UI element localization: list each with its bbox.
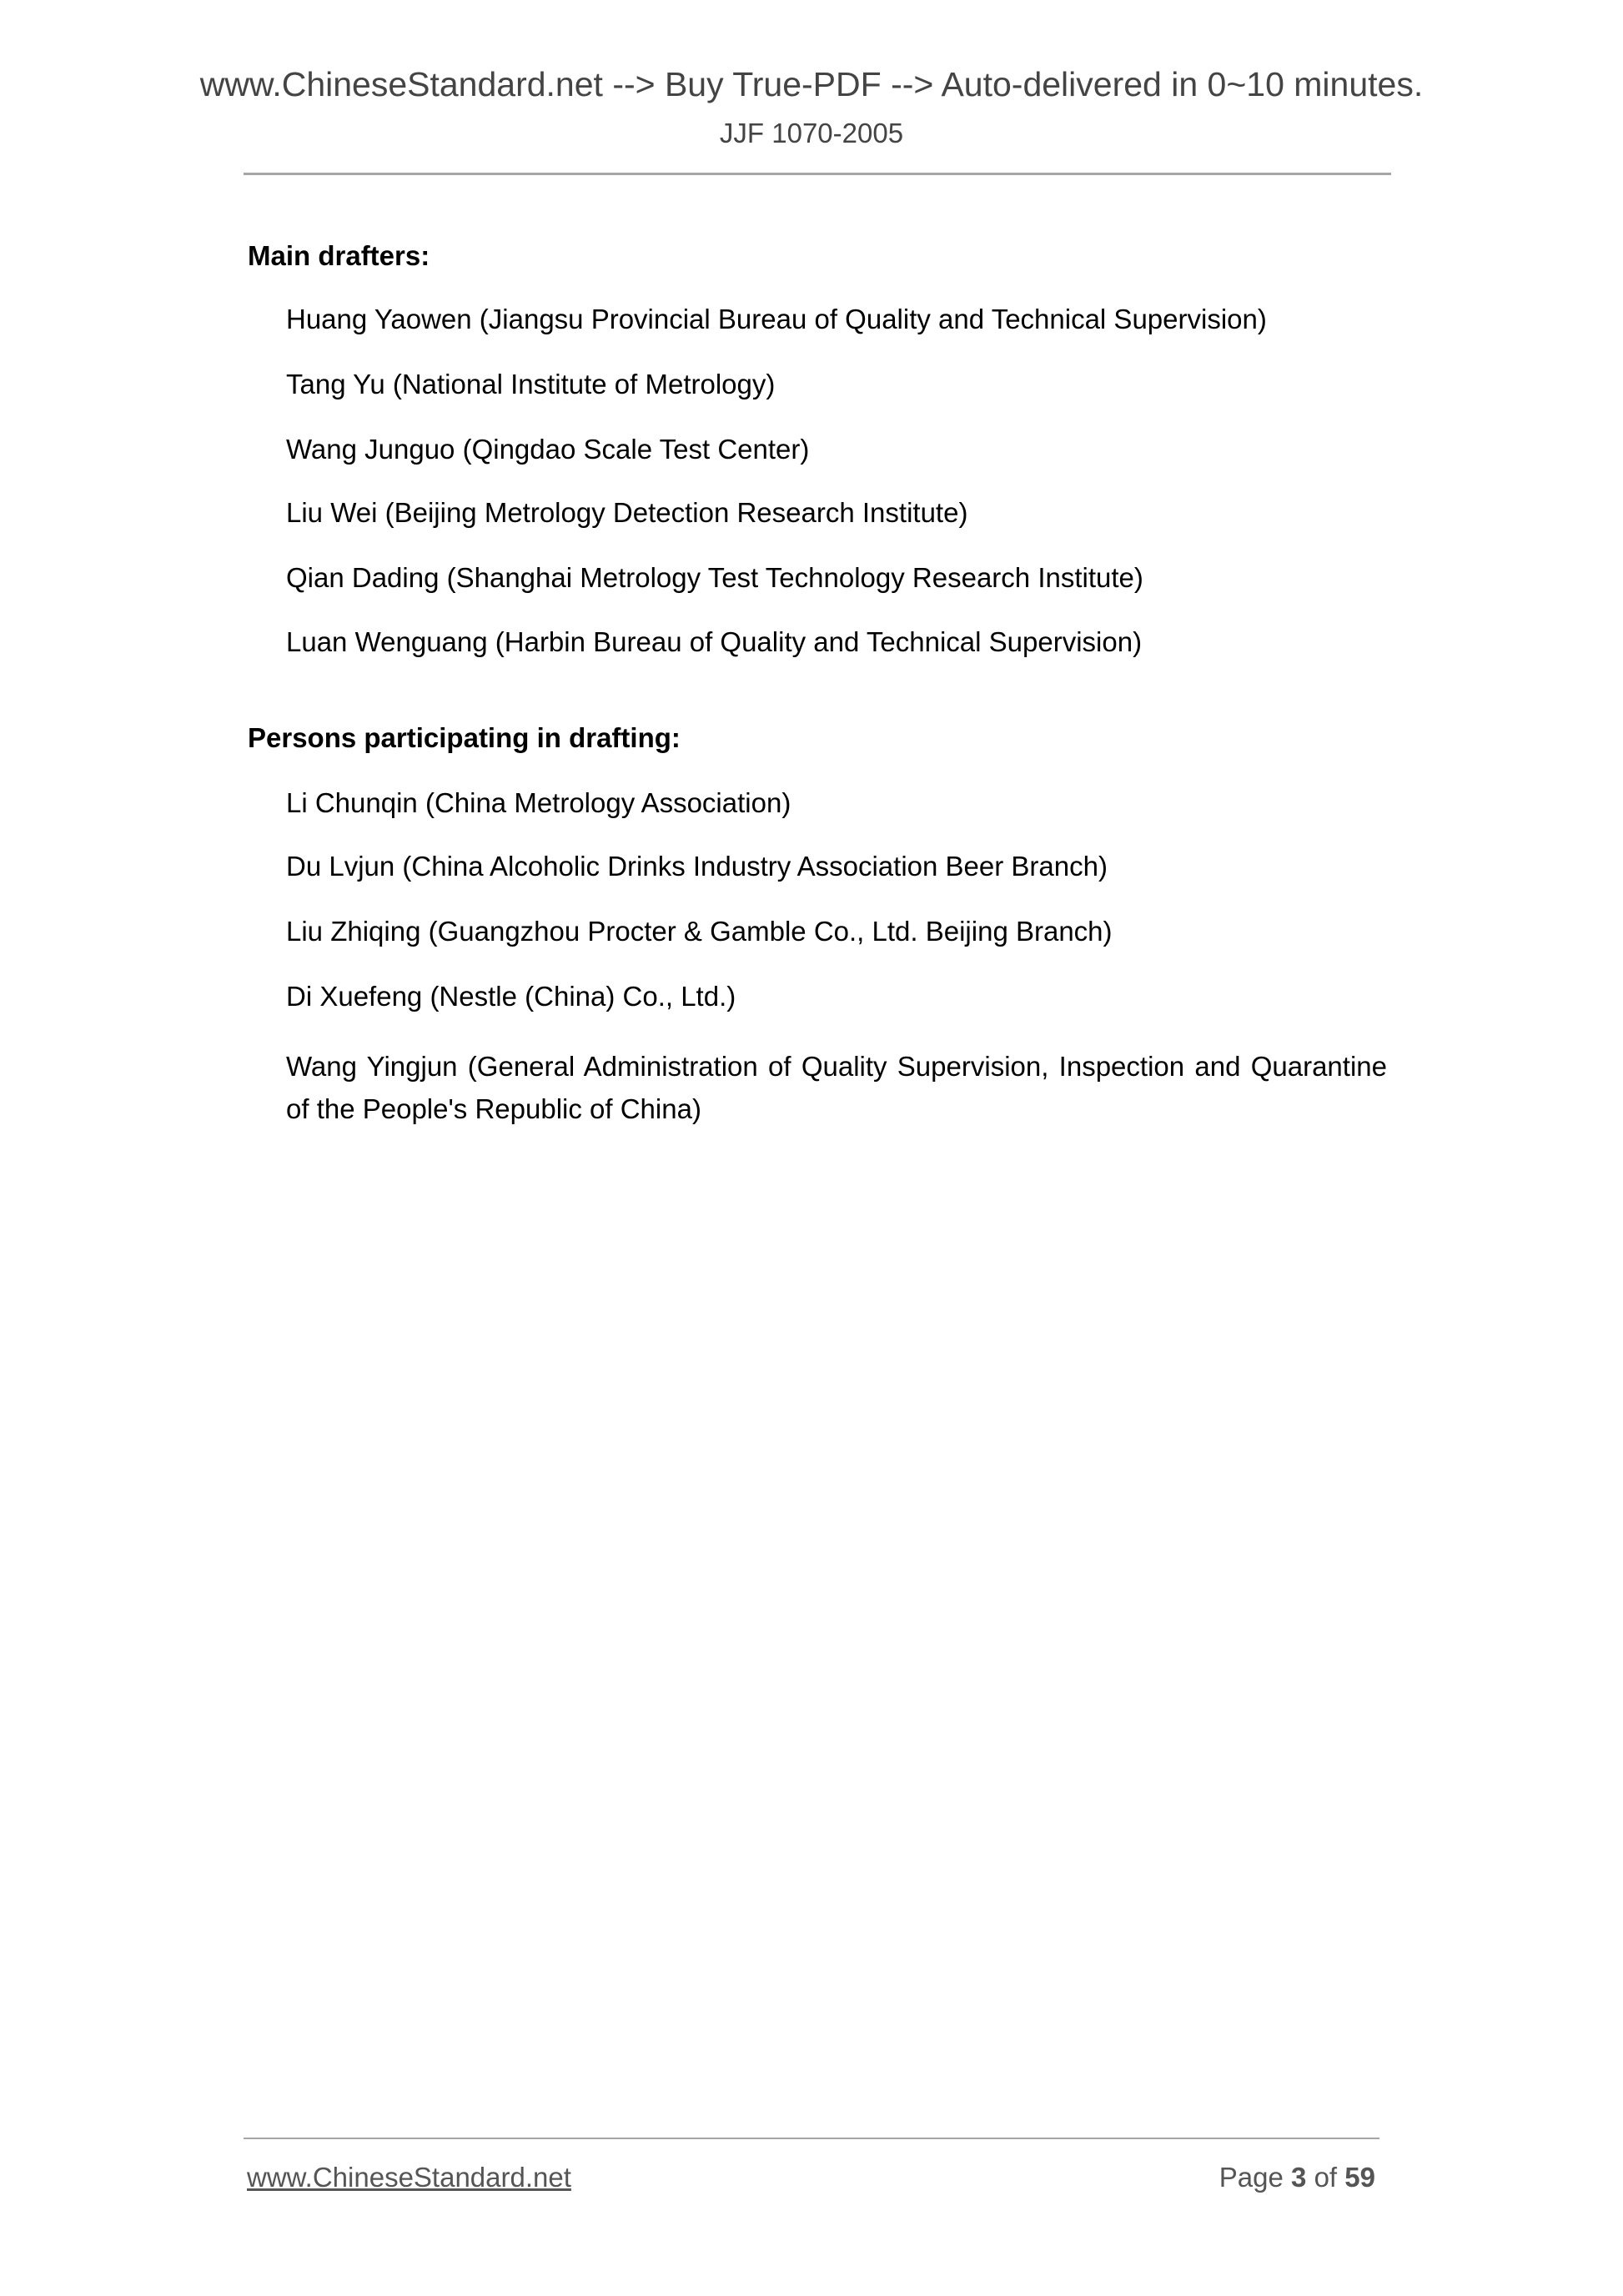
participant-item: Du Lvjun (China Alcoholic Drinks Industry Association Beer Branch) <box>286 851 1108 882</box>
page-label: Page <box>1219 2162 1284 2193</box>
drafter-item: Qian Dading (Shanghai Metrology Test Technology Research Institute) <box>286 562 1143 593</box>
participant-item: Di Xuefeng (Nestle (China) Co., Ltd.) <box>286 981 736 1012</box>
drafter-item: Liu Wei (Beijing Metrology Detection Research Institute) <box>286 497 968 528</box>
drafter-item: Tang Yu (National Institute of Metrology) <box>286 369 776 399</box>
page-indicator <box>1219 2162 1375 2193</box>
participants-title: Persons participating in drafting: <box>248 722 681 753</box>
page-current: 3 <box>1291 2162 1307 2193</box>
document-id: JJF 1070-2005 <box>719 118 904 148</box>
participant-item: Wang Yingjun (General Administration of Quality Supervision, Inspection and Quarantine of the People's Republic of China) <box>286 1051 1387 1124</box>
page-total: 59 <box>1344 2162 1375 2193</box>
footer-divider <box>244 2138 1379 2139</box>
page-of: of <box>1314 2162 1338 2193</box>
drafter-item: Wang Junguo (Qingdao Scale Test Center) <box>286 434 810 465</box>
drafter-item: Huang Yaowen (Jiangsu Provincial Bureau of Quality and Technical Supervision) <box>286 304 1267 334</box>
header-banner: www.ChineseStandard.net --> Buy True-PDF --> Auto-delivered in 0~10 minutes. <box>199 65 1424 103</box>
participant-item: Liu Zhiqing (Guangzhou Procter & Gamble Co., Ltd. Beijing Branch) <box>286 916 1113 947</box>
participant-item: Li Chunqin (China Metrology Association) <box>286 787 791 818</box>
footer-site-link[interactable]: www.ChineseStandard.net <box>247 2162 571 2193</box>
main-drafters-title: Main drafters: <box>248 240 430 271</box>
drafter-item: Luan Wenguang (Harbin Bureau of Quality and Technical Supervision) <box>286 626 1143 657</box>
header-divider <box>244 173 1391 175</box>
